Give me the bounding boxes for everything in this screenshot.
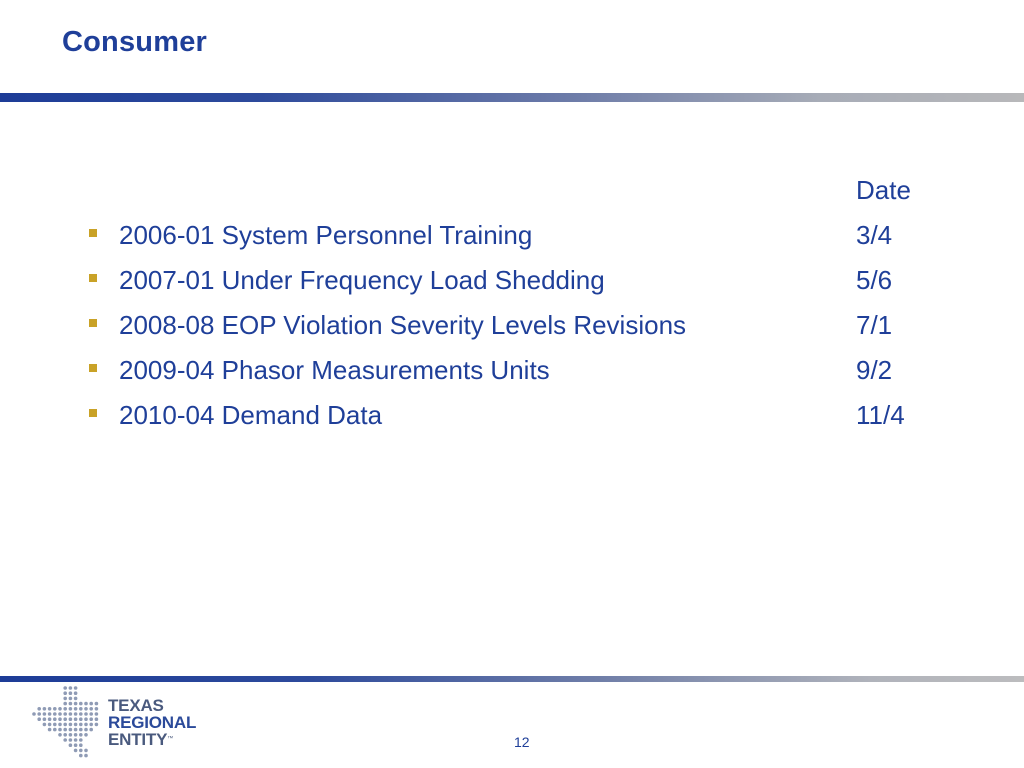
slide-title: Consumer <box>62 26 208 58</box>
list-item <box>0 265 1024 310</box>
title-divider <box>0 93 1024 102</box>
square-bullet-icon <box>89 364 97 372</box>
trademark-symbol: ™ <box>167 736 174 742</box>
item-date: 7/1 <box>856 310 893 340</box>
item-label: 2009-04 Phasor Measurements Units <box>119 355 550 385</box>
item-date: 3/4 <box>856 220 893 250</box>
logo-line-texas: TEXAS <box>108 696 164 715</box>
item-label: 2008-08 EOP Violation Severity Levels Revisions <box>119 310 687 340</box>
date-column-header: Date <box>856 175 911 205</box>
item-date: 5/6 <box>856 265 893 295</box>
square-bullet-icon <box>89 319 97 327</box>
list-item <box>0 220 1024 265</box>
item-label: 2006-01 System Personnel Training <box>119 220 533 250</box>
logo-line-entity-text: ENTITY <box>108 730 168 749</box>
square-bullet-icon <box>89 229 97 237</box>
page-number: 12 <box>514 734 530 750</box>
item-label: 2010-04 Demand Data <box>119 400 383 430</box>
list-item <box>0 355 1024 400</box>
logo-line-regional: REGIONAL <box>108 713 197 732</box>
footer-divider <box>0 676 1024 682</box>
texas-regional-entity-logo <box>108 697 196 748</box>
list-item <box>0 400 1024 445</box>
logo-line-entity <box>108 731 196 748</box>
standards-list <box>0 220 1024 445</box>
item-date: 9/2 <box>856 355 893 385</box>
square-bullet-icon <box>89 274 97 282</box>
item-date: 11/4 <box>856 400 905 430</box>
item-label: 2007-01 Under Frequency Load Shedding <box>119 265 605 295</box>
list-item <box>0 310 1024 355</box>
square-bullet-icon <box>89 409 97 417</box>
